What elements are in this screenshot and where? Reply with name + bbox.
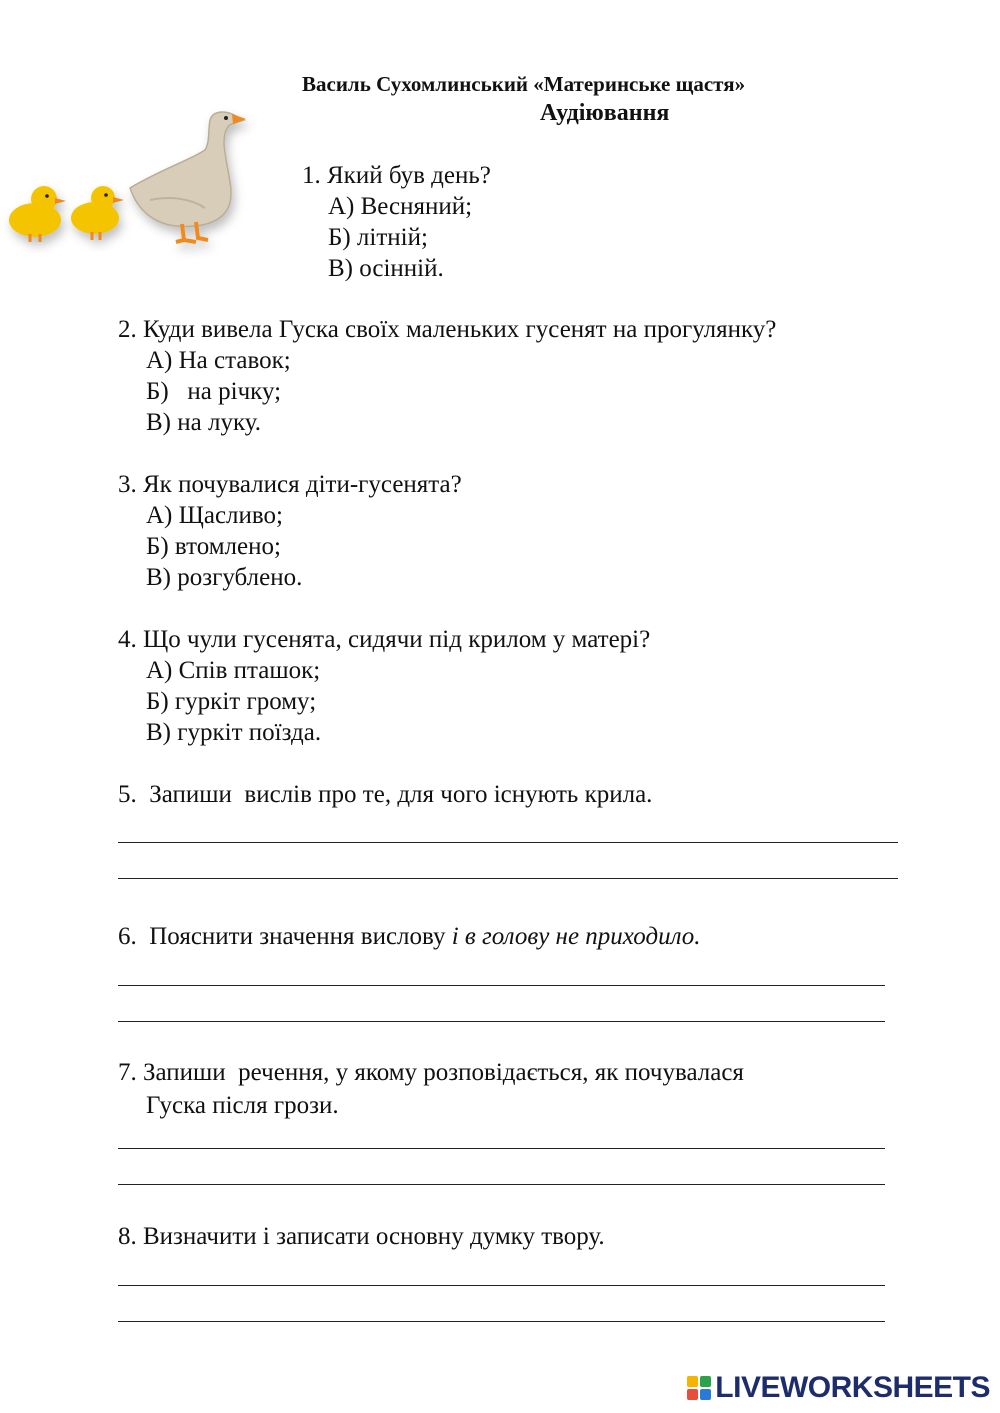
question-6-italic-phrase: і в голову не приходило. (451, 923, 701, 950)
question-7-text-line-2: Гуска після грози. (146, 1092, 339, 1119)
question-5-answer-line-1[interactable] (118, 842, 898, 843)
duckling-icon (71, 186, 124, 240)
worksheet-title: Василь Сухомлинський «Материнське щастя» (302, 72, 746, 96)
question-6-main-text: 6. Пояснити значення вислову (118, 923, 452, 950)
question-7-answer-line-2[interactable] (118, 1184, 885, 1185)
question-4-option-c[interactable]: В) гуркіт поїзда. (146, 719, 322, 746)
question-3-option-c[interactable]: В) розгублено. (146, 564, 303, 591)
question-1-option-a[interactable]: А) Весняний; (328, 193, 473, 220)
question-4-option-a[interactable]: А) Спів пташок; (146, 657, 321, 684)
question-7-text-line-1: 7. Запиши речення, у якому розповідається, як почувалася (118, 1059, 744, 1086)
question-2-text: 2. Куди вивела Гуска своїх маленьких гусенят на прогулянку? (118, 316, 777, 343)
logo-mark-icon (687, 1376, 711, 1400)
worksheet-subtitle: Аудіювання (540, 100, 670, 126)
duckling-icon (9, 186, 66, 242)
question-1-option-c[interactable]: В) осінній. (328, 255, 444, 282)
goose-icon (130, 112, 246, 242)
question-2-option-c[interactable]: В) на луку. (146, 409, 261, 436)
question-6-answer-line-1[interactable] (118, 985, 885, 986)
question-3-option-b[interactable]: Б) втомлено; (146, 533, 281, 560)
question-1-option-b[interactable]: Б) літній; (328, 224, 428, 251)
question-3-text: 3. Як почувалися діти-гусенята? (118, 471, 462, 498)
logo-text: LIVEWORKSHEETS (715, 1371, 990, 1404)
goose-with-ducklings-illustration (0, 100, 290, 260)
question-4-text: 4. Що чули гусенята, сидячи під крилом у матері? (118, 626, 651, 653)
question-6-answer-line-2[interactable] (118, 1021, 885, 1022)
question-4-option-b[interactable]: Б) гуркіт грому; (146, 688, 317, 715)
question-1-text: 1. Який був день? (302, 162, 491, 189)
liveworksheets-logo[interactable] (687, 1371, 990, 1405)
question-8-answer-line-2[interactable] (118, 1321, 885, 1322)
question-8-text: 8. Визначити і записати основну думку твору. (118, 1223, 605, 1250)
question-3-option-a[interactable]: А) Щасливо; (146, 502, 283, 529)
question-8-answer-line-1[interactable] (118, 1285, 885, 1286)
question-7-answer-line-1[interactable] (118, 1148, 885, 1149)
question-5-answer-line-2[interactable] (118, 878, 898, 879)
question-6-text (118, 923, 701, 951)
question-5-text: 5. Запиши вислів про те, для чого існують крила. (118, 781, 653, 808)
question-2-option-a[interactable]: А) На ставок; (146, 347, 291, 374)
question-2-option-b[interactable]: Б) на річку; (146, 378, 282, 405)
